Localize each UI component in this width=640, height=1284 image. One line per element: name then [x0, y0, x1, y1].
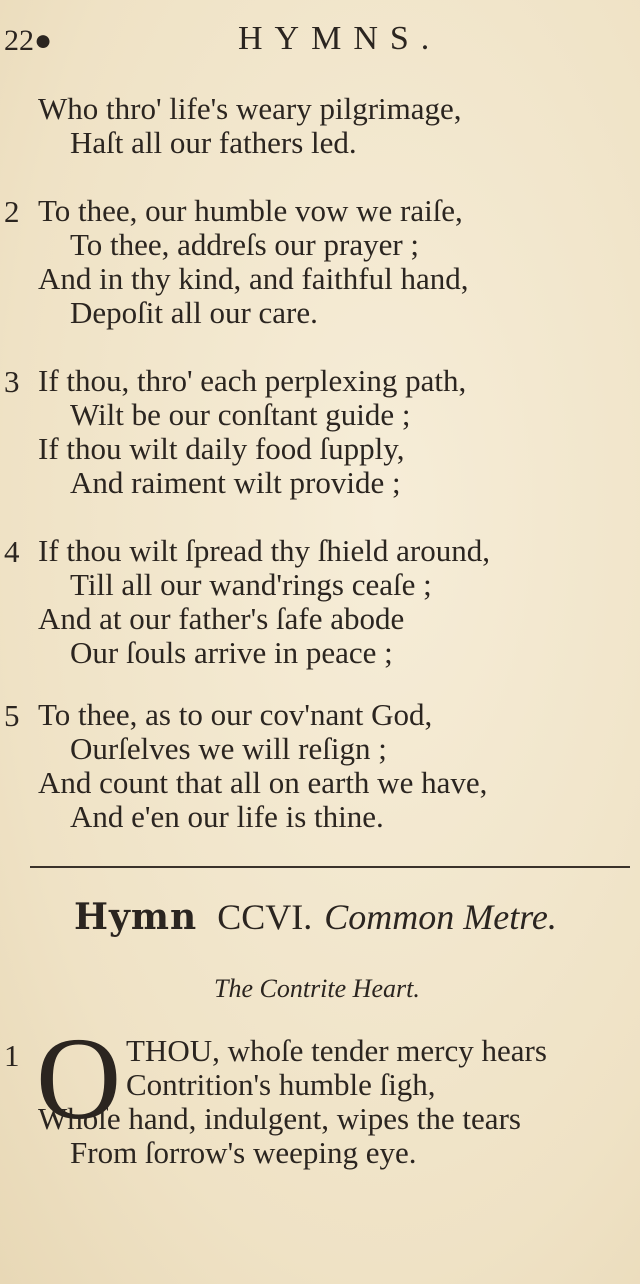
- section-divider: [30, 866, 630, 868]
- stanza-number: 5: [4, 698, 20, 733]
- verse-line: And raiment wilt provide ;: [70, 465, 401, 500]
- verse-line: Wilt be our conſtant guide ;: [70, 397, 411, 432]
- verse-line: Whoſe hand, indulgent, wipes the tears: [38, 1101, 521, 1136]
- verse-line: If thou, thro' each perplexing path,: [38, 363, 467, 398]
- stanza-number: 1: [4, 1038, 20, 1073]
- stanza-number: 4: [4, 534, 20, 569]
- hymn-number: CCVI.: [217, 897, 313, 937]
- verse-line: To thee, as to our cov'nant God,: [38, 697, 433, 732]
- verse-line: Contrition's humble ſigh,: [126, 1067, 436, 1102]
- verse-line: If thou wilt daily food ſupply,: [38, 431, 405, 466]
- verse-line: Haſt all our fathers led.: [70, 125, 357, 160]
- stanza-number: 3: [4, 364, 20, 399]
- verse-line: To thee, our humble vow we raiſe,: [38, 193, 463, 228]
- verse-line: THOU, whoſe tender mercy hears: [126, 1033, 547, 1068]
- verse-line: From ſorrow's weeping eye.: [70, 1135, 417, 1170]
- verse-line: And in thy kind, and faithful hand,: [38, 261, 469, 296]
- hymn-heading: [74, 896, 557, 938]
- verse-line: Depoſit all our care.: [70, 295, 318, 330]
- verse-line: Ourſelves we will reſign ;: [70, 731, 387, 766]
- drop-cap: O: [36, 1013, 122, 1144]
- hymn-subtitle: The Contrite Heart.: [214, 974, 420, 1003]
- verse-line: Our ſouls arrive in peace ;: [70, 635, 393, 670]
- hymn-metre: Common Metre.: [324, 897, 557, 937]
- verse-line: To thee, addreſs our prayer ;: [70, 227, 420, 262]
- page-number: 22●: [4, 24, 53, 57]
- verse-line: If thou wilt ſpread thy ſhield around,: [38, 533, 490, 568]
- stanza-number: 2: [4, 194, 20, 229]
- verse-line: And e'en our life is thine.: [70, 799, 384, 834]
- verse-line: And count that all on earth we have,: [38, 765, 488, 800]
- verse-line: Till all our wand'rings ceaſe ;: [70, 567, 432, 602]
- verse-line: And at our father's ſafe abode: [38, 601, 405, 636]
- hymn-heading-word: Hymn: [74, 896, 198, 938]
- verse-line: Who thro' life's weary pilgrimage,: [38, 91, 462, 126]
- running-head: HYMNS.: [238, 20, 442, 57]
